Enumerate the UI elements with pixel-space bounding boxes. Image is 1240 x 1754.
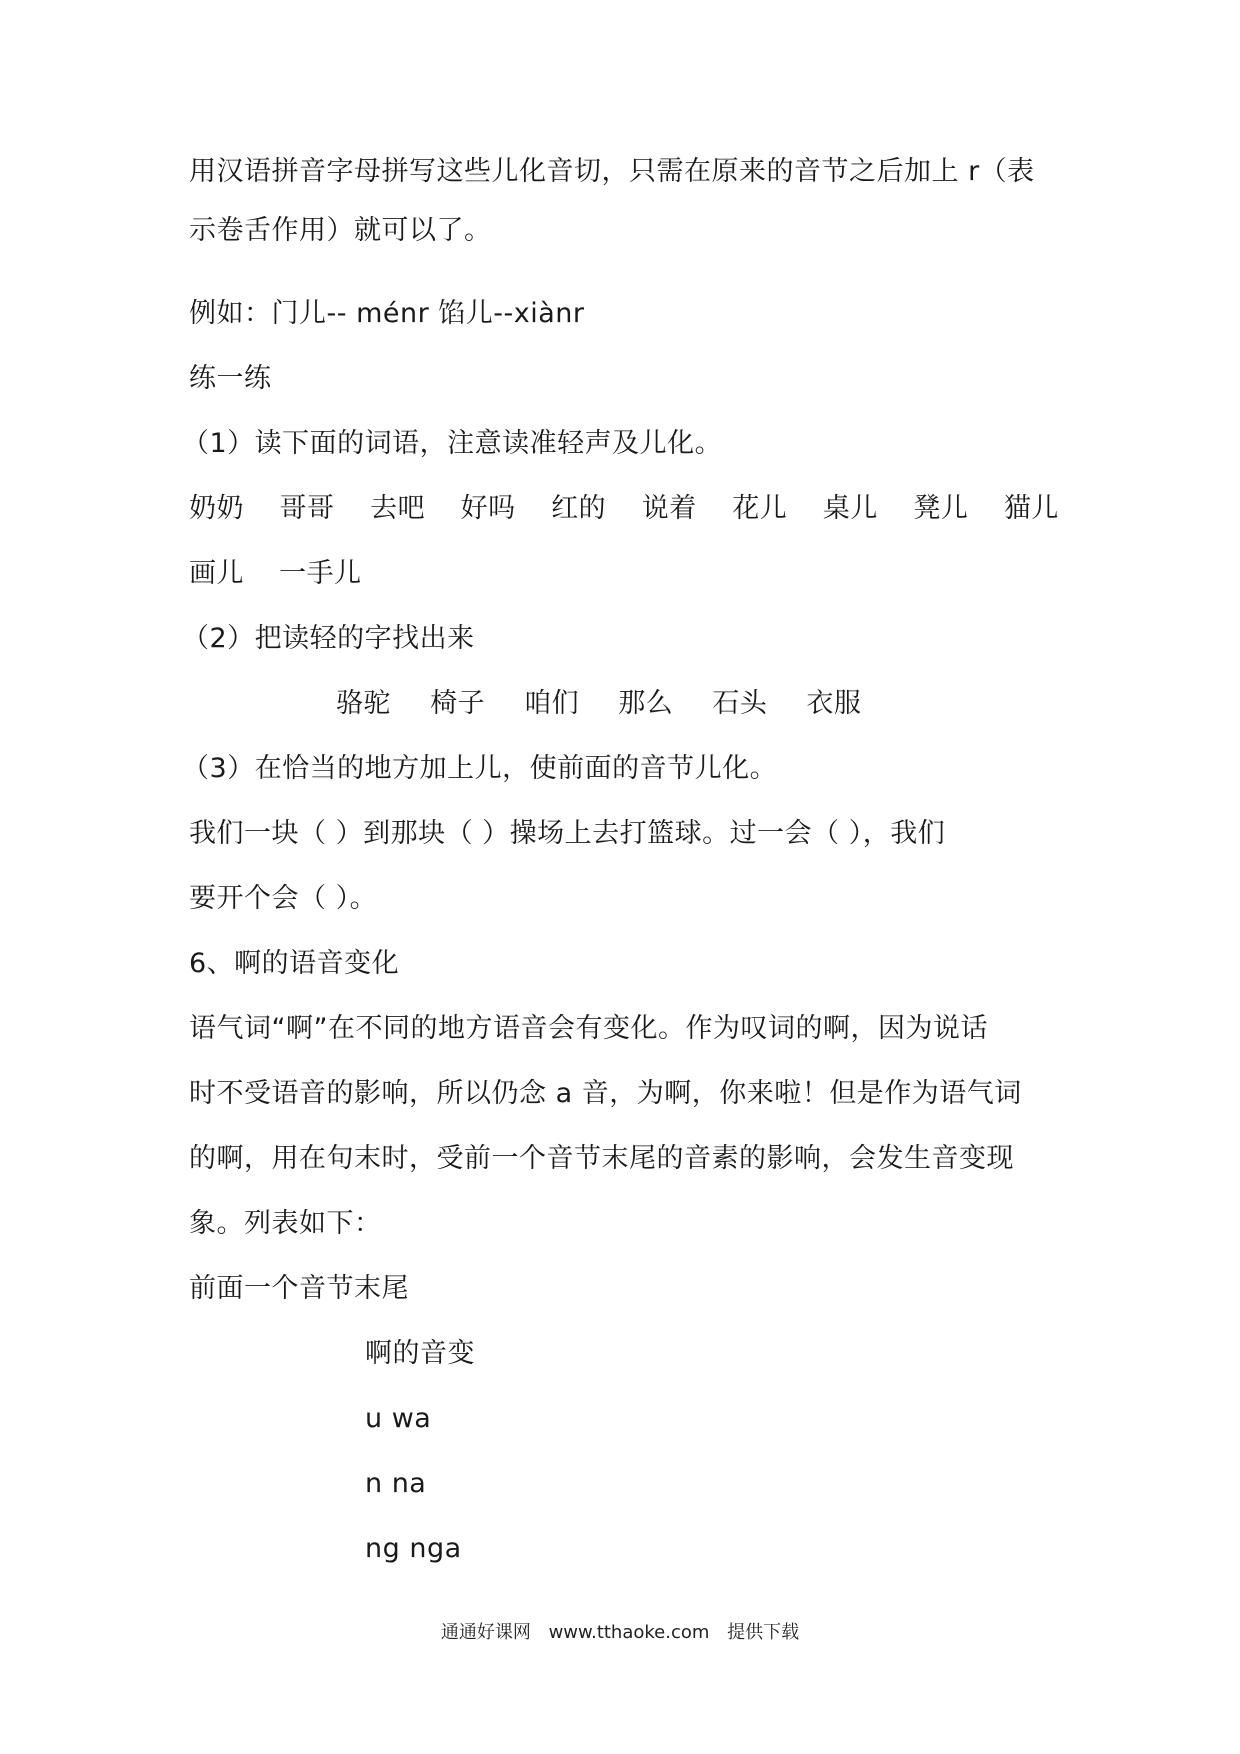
word: 凳儿 [913,493,969,524]
word: 骆驼 [336,688,391,719]
word: 红的 [551,493,607,524]
word: 哥哥 [279,493,335,524]
table-row: n na [365,1468,427,1499]
paragraph-line: 象。列表如下： [189,1208,382,1239]
paragraph-line: 用汉语拼音字母拼写这些儿化音切，只需在原来的音节之后加上 r（表 [189,156,1035,187]
table-row: ng nga [365,1533,462,1564]
word: 一手儿 [279,558,362,589]
question-1: （1）读下面的词语，注意读准轻声及儿化。 [182,428,723,459]
word: 奶奶 [189,493,244,524]
paragraph-line: 语气词“啊”在不同的地方语音会有变化。作为叹词的啊，因为说话 [189,1013,988,1044]
word: 猫儿 [1003,493,1059,524]
word-list-row-2 [189,556,388,592]
word: 画儿 [189,558,244,589]
question-3: （3）在恰当的地方加上儿，使前面的音节儿化。 [182,753,778,784]
word: 桌儿 [822,493,878,524]
paragraph-line: 时不受语音的影响，所以仍念 a 音，为啊，你来啦！但是作为语气词 [189,1078,1022,1109]
word: 说着 [641,493,697,524]
word: 椅子 [430,688,486,719]
word: 衣服 [806,688,862,719]
footer-site-name: 通通好课网 [440,1622,531,1643]
word: 去吧 [370,493,426,524]
question-3-sentence: 我们一块（ ）到那块（ ）操场上去打篮球。过一会（ ），我们 [189,818,946,849]
table-row: u wa [365,1403,432,1434]
page-footer [0,1621,1240,1645]
practice-title: 练一练 [189,363,272,394]
example-line: 例如：门儿-- ménr 馅儿--xiànr [189,298,585,329]
table-header-left: 前面一个音节末尾 [189,1273,409,1304]
word: 花儿 [732,493,788,524]
footer-suffix: 提供下载 [727,1622,800,1643]
table-header-right: 啊的音变 [365,1338,475,1369]
word-list-row-1 [189,491,1059,527]
word: 那么 [618,688,674,719]
word: 石头 [712,688,768,719]
word: 咱们 [524,688,580,719]
paragraph-line: 的啊，用在句末时，受前一个音节末尾的音素的影响，会发生音变现 [189,1143,1014,1174]
paragraph-line: 示卷舌作用）就可以了。 [189,215,492,246]
word: 好吗 [460,493,516,524]
section-title: 6、啊的语音变化 [189,948,400,979]
question-3-sentence: 要开个会（ ）。 [189,883,378,914]
question-2: （2）把读轻的字找出来 [182,623,475,654]
footer-url[interactable]: www.tthaoke.com [548,1622,710,1643]
light-word-list [336,686,891,722]
